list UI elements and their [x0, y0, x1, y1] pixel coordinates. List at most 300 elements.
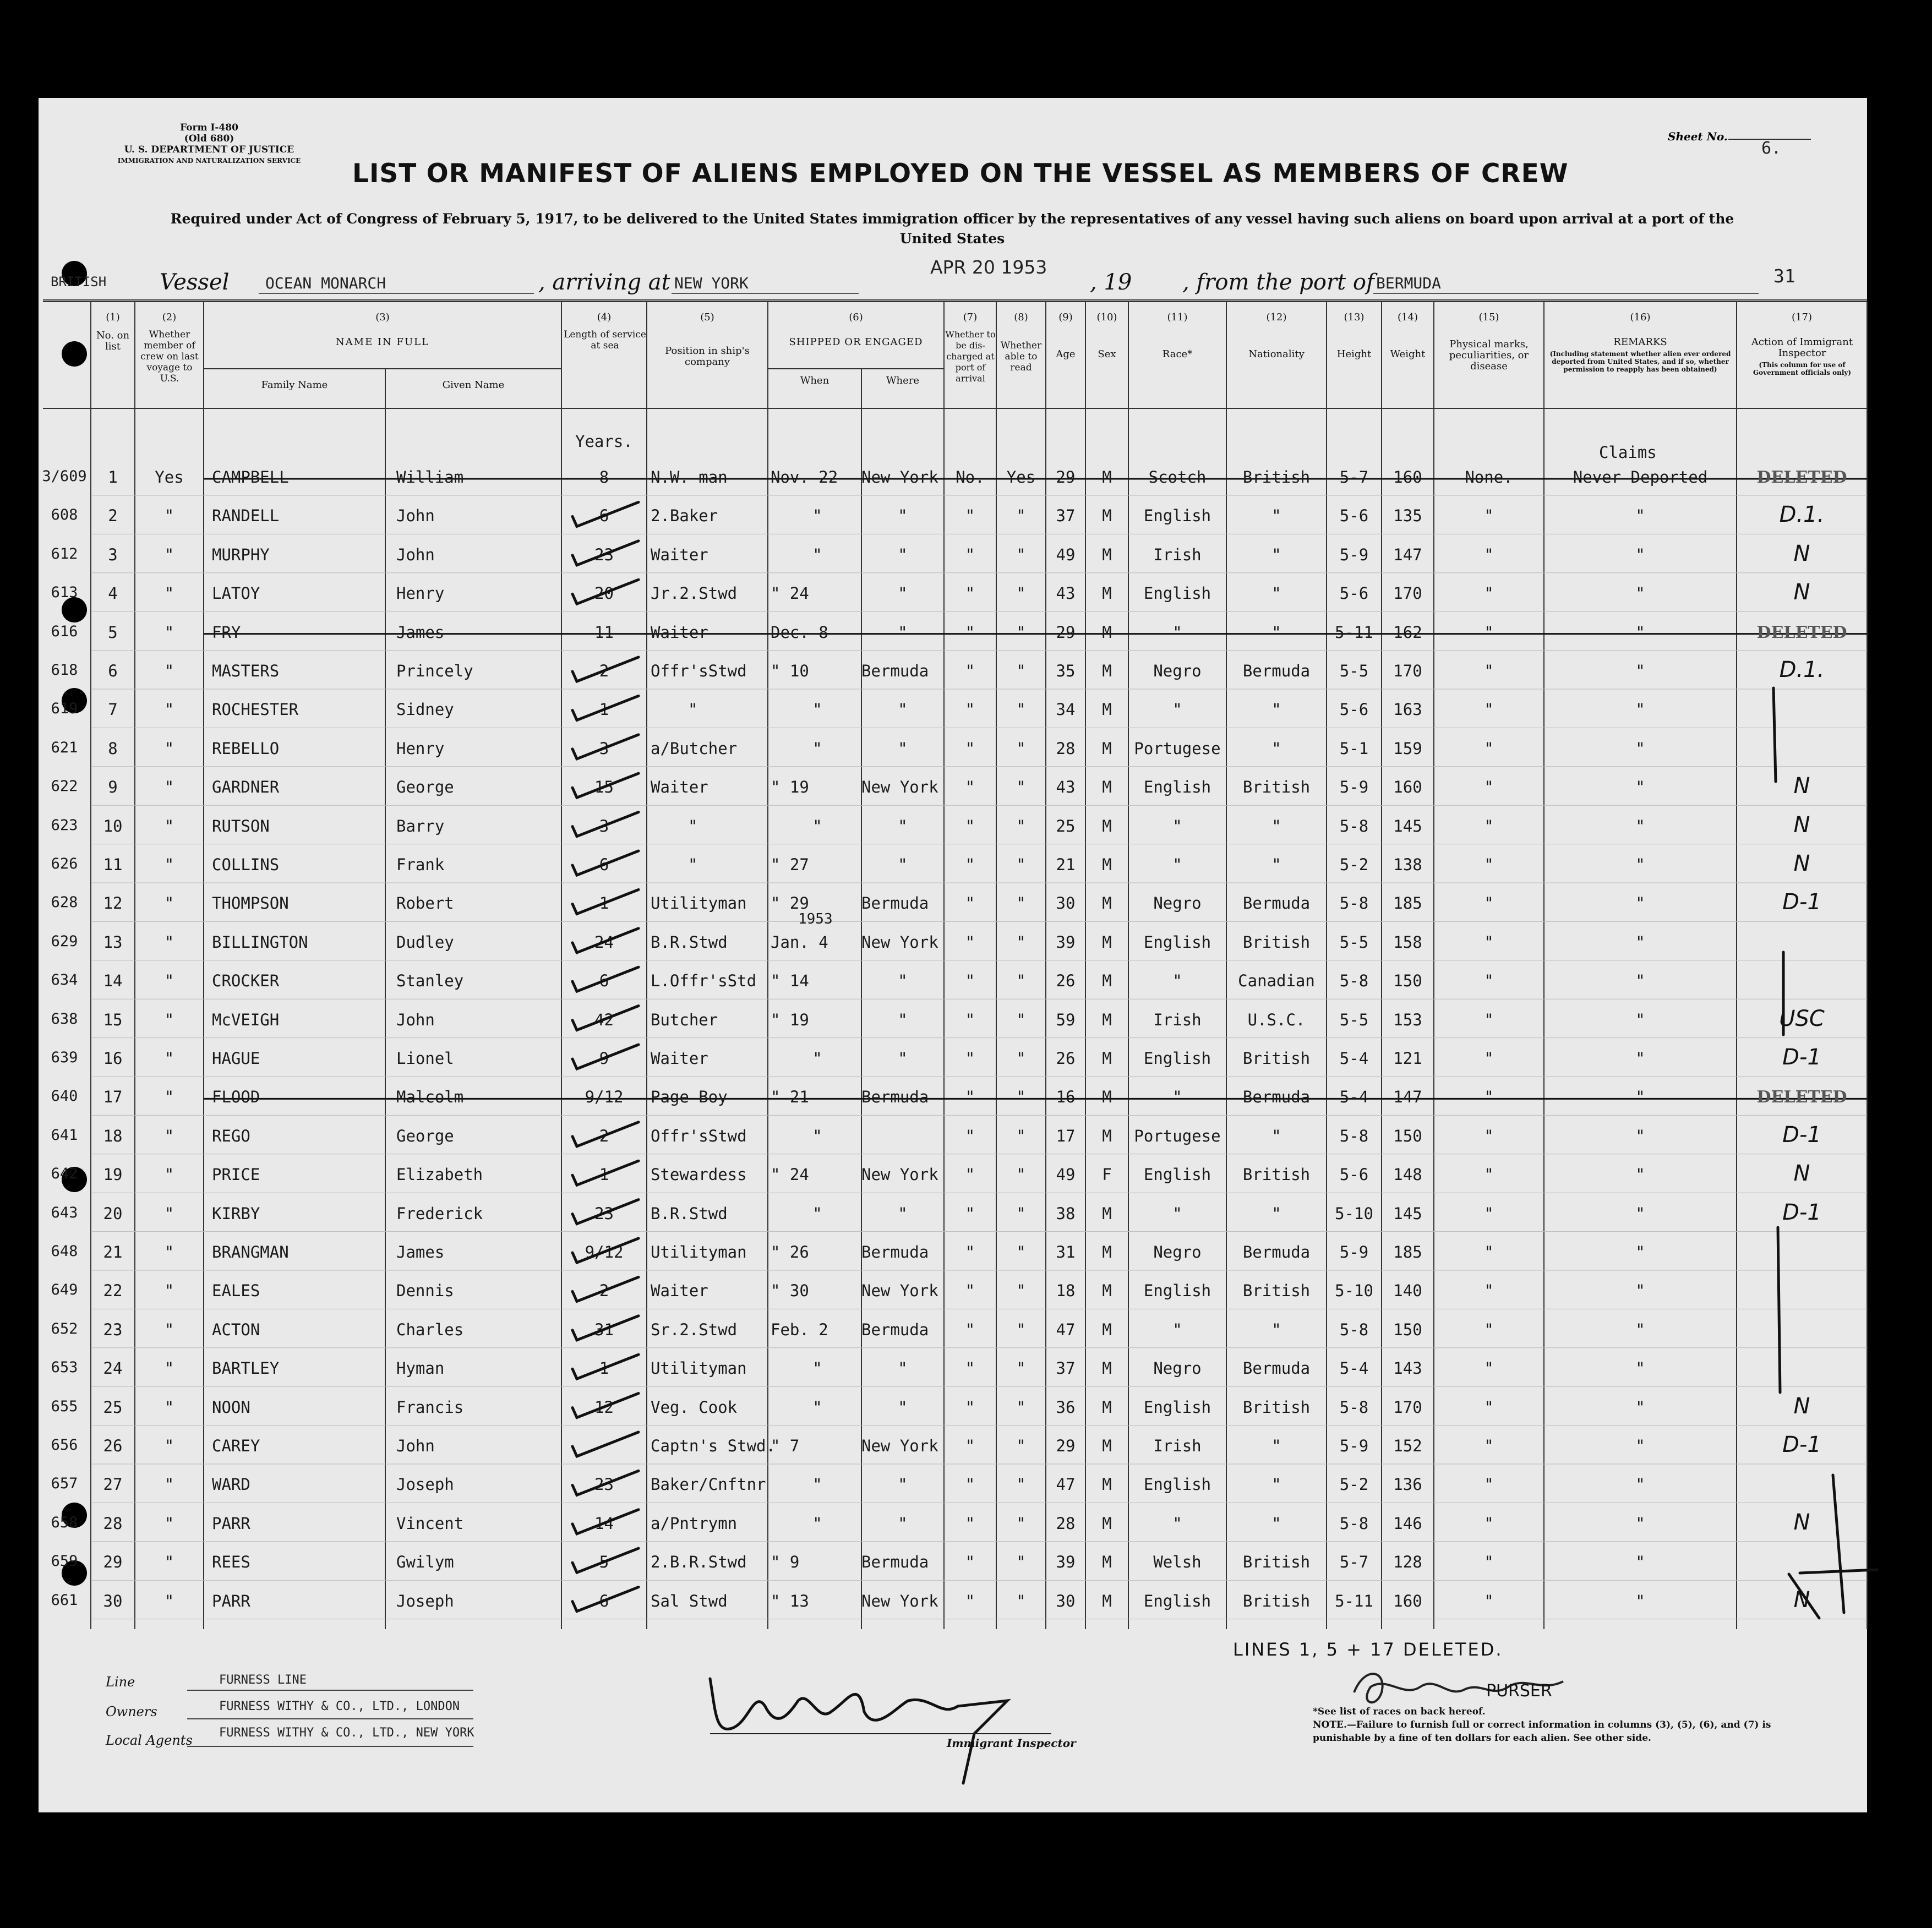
row-given-name: Henry [396, 584, 445, 603]
row-where: " [898, 1397, 908, 1417]
row-age: 43 [1056, 778, 1076, 797]
row-able-read: " [1016, 662, 1026, 680]
row-discharged: " [965, 1475, 975, 1494]
row-height: 5-10 [1335, 1281, 1373, 1301]
row-height: 5-10 [1335, 1204, 1373, 1223]
row-prev-voyage: " [164, 1475, 174, 1494]
row-height: 5-9 [1339, 545, 1369, 564]
row-when: " 24 [771, 584, 809, 603]
row-sex: M [1102, 1204, 1112, 1223]
row-nationality: British [1242, 468, 1311, 487]
row-number: 14 [103, 971, 123, 991]
row-number: 24 [103, 1359, 123, 1378]
row-height: 5-8 [1339, 816, 1369, 835]
row-when: " 21 [771, 1088, 809, 1107]
row-height: 5-8 [1339, 1320, 1369, 1339]
check-mark [572, 851, 638, 875]
col-action-note: (This column for use of Government officials only) [1753, 361, 1852, 376]
row-sex: M [1102, 816, 1112, 835]
row-able-read: " [1016, 1397, 1026, 1417]
row-weight: 170 [1393, 1397, 1422, 1417]
row-prev-voyage: " [164, 545, 174, 564]
row-able-read: " [1016, 1165, 1026, 1184]
row-number: 19 [103, 1165, 123, 1184]
row-when: " [812, 739, 822, 758]
row-prev-voyage: " [164, 1397, 174, 1417]
row-family-name: RANDELL [212, 506, 280, 526]
deleted-lines-note: LINES 1, 5 + 17 DELETED. [1233, 1639, 1503, 1660]
row-given-name: George [396, 1126, 454, 1145]
row-able-read: " [1016, 545, 1026, 564]
row-service-length: 1 [599, 1359, 609, 1378]
row-where: " [898, 506, 908, 526]
row-nationality: " [1271, 545, 1281, 564]
row-height: 5-4 [1339, 1359, 1369, 1378]
row-discharged: " [965, 545, 975, 564]
col-position: Position in ship's company [665, 345, 750, 368]
row-when: " 19 [771, 1010, 809, 1029]
row-physical: " [1484, 1553, 1494, 1572]
row-given-name: Frederick [396, 1204, 483, 1223]
inspector-label: Immigrant Inspector [947, 1736, 1076, 1750]
row-list-number: 640 [51, 1088, 78, 1105]
row-list-number: 658 [51, 1514, 78, 1531]
row-list-number: 659 [51, 1553, 78, 1570]
row-action: N [1793, 1393, 1810, 1419]
row-list-number: 638 [51, 1010, 78, 1028]
row-position: " [688, 816, 698, 835]
row-physical: " [1484, 622, 1494, 642]
row-race: " [1172, 1204, 1182, 1223]
row-given-name: Barry [396, 816, 445, 835]
check-mark [572, 502, 638, 526]
row-race: English [1143, 1281, 1211, 1301]
col-shipped: SHIPPED OR ENGAGED [789, 336, 923, 348]
row-service-length: 42 [594, 1010, 614, 1029]
col-remarks-note: (Including statement whether alien ever ordered deported from United States, and if so, whether permission to reapply has been obtained) [1549, 350, 1731, 373]
row-discharged: " [965, 971, 975, 991]
row-family-name: CAMPBELL [212, 468, 289, 487]
row-where: New York [861, 1591, 938, 1610]
row-given-name: Joseph [396, 1475, 454, 1494]
row-able-read: " [1016, 1126, 1026, 1145]
row-remarks: " [1635, 778, 1645, 797]
row-age: 29 [1056, 468, 1076, 487]
row-discharged: " [965, 584, 975, 603]
row-sex: M [1102, 1049, 1112, 1068]
row-physical: " [1484, 545, 1494, 564]
row-list-number: 648 [51, 1243, 78, 1260]
row-race: " [1172, 700, 1182, 719]
row-sex: M [1102, 545, 1112, 564]
row-sex: M [1102, 971, 1112, 991]
row-service-length: 24 [594, 932, 614, 952]
row-able-read: " [1016, 1049, 1026, 1068]
row-weight: 170 [1393, 584, 1422, 603]
row-when: " 29 [771, 894, 809, 913]
row-given-name: Dennis [396, 1281, 454, 1301]
row-number: 29 [103, 1553, 123, 1572]
row-when: " 10 [771, 662, 809, 680]
col-action: Action of Immigrant Inspector [1751, 336, 1853, 359]
row-nationality: " [1271, 855, 1281, 874]
row-height: 5-2 [1339, 855, 1369, 874]
row-age: 26 [1056, 1049, 1076, 1068]
row-prev-voyage: " [164, 1591, 174, 1610]
row-number: 7 [108, 700, 118, 719]
row-service-length: 23 [594, 1475, 614, 1494]
row-family-name: McVEIGH [212, 1010, 280, 1029]
row-remarks: " [1635, 700, 1645, 719]
row-remarks: " [1635, 1049, 1645, 1068]
row-discharged: " [965, 700, 975, 719]
owners-rule [187, 1718, 473, 1719]
row-weight: 158 [1393, 932, 1422, 952]
row-nationality: U.S.C. [1247, 1010, 1306, 1029]
row-list-number: 657 [51, 1475, 78, 1493]
row-remarks: " [1635, 662, 1645, 680]
row-remarks: " [1635, 506, 1645, 526]
row-number: 8 [108, 739, 118, 758]
col-age: Age [1056, 348, 1076, 360]
row-race: " [1172, 971, 1182, 991]
row-given-name: John [396, 1010, 435, 1029]
row-nationality: Bermuda [1242, 1359, 1311, 1378]
row-action: D.1. [1779, 657, 1825, 682]
row-prev-voyage: " [164, 1204, 174, 1223]
row-age: 30 [1056, 894, 1076, 913]
row-remarks: " [1635, 545, 1645, 564]
row-remarks: " [1635, 1126, 1645, 1145]
row-prev-voyage: " [164, 1243, 174, 1261]
row-given-name: Sidney [396, 700, 454, 719]
row-race: Irish [1153, 545, 1202, 564]
column-number: (2) [162, 312, 177, 323]
row-able-read: " [1016, 1010, 1026, 1029]
row-position: Butcher [651, 1010, 718, 1029]
row-position: " [688, 855, 698, 874]
row-when: " 13 [771, 1591, 809, 1610]
row-family-name: COLLINS [212, 855, 280, 874]
row-family-name: REES [212, 1553, 250, 1572]
row-position: Stewardess [651, 1165, 747, 1184]
row-height: 5-9 [1339, 1243, 1369, 1261]
row-given-name: Joseph [396, 1591, 454, 1610]
row-position: 2.Baker [651, 506, 718, 526]
row-family-name: GARDNER [212, 778, 280, 797]
row-discharged: " [965, 1397, 975, 1417]
row-family-name: MASTERS [212, 662, 280, 680]
row-discharged: " [965, 855, 975, 874]
row-remarks: " [1635, 622, 1645, 642]
check-mark [572, 773, 638, 798]
row-given-name: Vincent [396, 1514, 464, 1533]
row-sex: M [1102, 662, 1112, 680]
row-given-name: Charles [396, 1320, 464, 1339]
row-race: English [1143, 932, 1211, 952]
row-list-number: 642 [51, 1165, 78, 1183]
col-when: When [800, 375, 829, 386]
row-number: 12 [103, 894, 123, 913]
row-when: " 19 [771, 778, 809, 797]
row-height: 5-8 [1339, 1126, 1369, 1145]
row-age: 49 [1056, 545, 1076, 564]
row-race: Negro [1153, 1243, 1202, 1261]
row-able-read: " [1016, 584, 1026, 603]
row-weight: 140 [1393, 1281, 1422, 1301]
row-physical: " [1484, 584, 1494, 603]
row-given-name: Princely [396, 662, 473, 680]
row-sex: M [1102, 932, 1112, 952]
row-discharged: " [965, 1437, 975, 1455]
row-weight: 163 [1393, 700, 1422, 719]
row-position: Page Boy [651, 1088, 728, 1107]
row-list-number: 649 [51, 1281, 78, 1299]
row-when: " 9 [771, 1553, 800, 1572]
col-discharged: Whether to be dis-charged at port of arrival [945, 329, 996, 384]
row-where: " [898, 971, 908, 991]
check-mark [572, 1548, 638, 1572]
service-name: IMMIGRATION AND NATURALIZATION SERVICE [117, 157, 301, 165]
row-able-read: " [1016, 739, 1026, 758]
row-height: 5-6 [1339, 1165, 1369, 1184]
row-discharged: " [965, 1281, 975, 1301]
row-age: 36 [1056, 1397, 1076, 1417]
row-sex: M [1102, 1126, 1112, 1145]
tally-line [1778, 1227, 1780, 1392]
row-nationality: Bermuda [1242, 662, 1311, 680]
row-sex: M [1102, 1437, 1112, 1455]
row-when: Nov. 22 [771, 468, 838, 487]
row-position: B.R.Stwd [651, 1204, 728, 1223]
row-height: 5-9 [1339, 1437, 1369, 1455]
row-family-name: WARD [212, 1475, 250, 1494]
row-race: Portugese [1134, 739, 1221, 758]
row-service-length: 2 [599, 1281, 609, 1301]
row-where: " [898, 739, 908, 758]
row-able-read: " [1016, 1320, 1026, 1339]
line-label: Line [106, 1674, 135, 1690]
row-sex: M [1102, 506, 1112, 526]
row-position: Sal Stwd [651, 1591, 728, 1610]
check-mark [572, 1354, 638, 1379]
row-physical: None. [1465, 468, 1513, 487]
row-when: " 27 [771, 855, 809, 874]
row-when: " 30 [771, 1281, 809, 1301]
row-where: " [898, 1475, 908, 1494]
row-family-name: BILLINGTON [212, 932, 308, 952]
row-prev-voyage: " [164, 506, 174, 526]
row-when: " [812, 1204, 822, 1223]
row-given-name: Hyman [396, 1359, 445, 1378]
col-physical: Physical marks, peculiarities, or disease [1449, 338, 1529, 372]
col-sex: Sex [1098, 348, 1116, 360]
row-remarks: " [1635, 1397, 1645, 1417]
row-family-name: ACTON [212, 1320, 260, 1339]
row-physical: " [1484, 932, 1494, 952]
row-list-number: 616 [51, 622, 78, 640]
notes-block [1313, 1705, 1808, 1745]
form-old-number: (Old 680) [184, 133, 234, 144]
row-number: 17 [103, 1088, 123, 1107]
check-mark [572, 1432, 638, 1456]
row-when: " 24 [771, 1165, 809, 1184]
row-list-number: 652 [51, 1320, 78, 1337]
row-race: English [1143, 584, 1211, 603]
row-age: 47 [1056, 1320, 1076, 1339]
row-family-name: ROCHESTER [212, 700, 299, 719]
form-number: Form I-480 [180, 122, 238, 133]
row-number: 18 [103, 1126, 123, 1145]
row-sex: M [1102, 1359, 1112, 1378]
row-nationality: Bermuda [1242, 1088, 1311, 1107]
row-number: 28 [103, 1514, 123, 1533]
row-able-read: " [1016, 1437, 1026, 1455]
row-list-number: 622 [51, 778, 78, 795]
row-remarks: " [1635, 971, 1645, 991]
row-height: 5-6 [1339, 506, 1369, 526]
row-where: Bermuda [861, 1088, 929, 1107]
row-age: 37 [1056, 506, 1076, 526]
row-weight: 160 [1393, 468, 1422, 487]
row-age: 37 [1056, 1359, 1076, 1378]
row-age: 34 [1056, 700, 1076, 719]
check-mark [572, 696, 638, 720]
row-list-number: 613 [51, 584, 78, 602]
row-height: 5-8 [1339, 971, 1369, 991]
row-service-length: 9/12 [585, 1243, 624, 1261]
row-age: 35 [1056, 662, 1076, 680]
row-height: 5-5 [1339, 662, 1369, 680]
row-prev-voyage: " [164, 778, 174, 797]
check-mark [572, 812, 638, 837]
row-where: " [898, 584, 908, 603]
row-weight: 170 [1393, 662, 1422, 680]
row-able-read: " [1016, 1243, 1026, 1261]
row-service-length: 9/12 [585, 1088, 624, 1107]
row-prev-voyage: " [164, 584, 174, 603]
row-height: 5-5 [1339, 932, 1369, 952]
row-number: 3 [108, 545, 118, 564]
row-where: " [898, 1514, 908, 1533]
row-nationality: " [1271, 1514, 1281, 1533]
row-service-length: 12 [594, 1397, 614, 1417]
row-age: 43 [1056, 584, 1076, 603]
row-family-name: PRICE [212, 1165, 260, 1184]
row-physical: " [1484, 1359, 1494, 1378]
check-mark [572, 1238, 638, 1263]
row-position: Waiter [651, 545, 708, 564]
row-action: N [1793, 773, 1810, 799]
column-number: (7) [963, 312, 978, 323]
row-able-read: " [1016, 778, 1026, 797]
row-number: 25 [103, 1397, 123, 1417]
row-action: D-1 [1782, 1122, 1821, 1148]
row-list-number: 656 [51, 1437, 78, 1454]
row-number: 4 [108, 584, 118, 603]
row-where: " [898, 622, 908, 642]
row-when: " 7 [771, 1437, 800, 1455]
fine-note: NOTE.—Failure to furnish full or correct information in columns (3), (5), (6), and (7) is punishable by a fine of ten dollars for each alien. See other side. [1313, 1719, 1771, 1744]
row-sex: M [1102, 855, 1112, 874]
row-age: 21 [1056, 855, 1076, 874]
row-position: Waiter [651, 1049, 708, 1068]
row-age: 49 [1056, 1165, 1076, 1184]
row-age: 29 [1056, 622, 1076, 642]
column-number: (11) [1167, 312, 1188, 323]
row-number: 20 [103, 1204, 123, 1223]
arriving-label: , arriving at [538, 270, 670, 295]
row-list-number: 623 [51, 816, 78, 834]
row-action: DELETED [1756, 468, 1847, 487]
claims-label: Claims [1599, 443, 1657, 462]
column-number: (10) [1096, 312, 1117, 323]
row-position: Jr.2.Stwd [651, 584, 738, 603]
row-family-name: NOON [212, 1397, 250, 1417]
check-mark [572, 1045, 638, 1069]
row-height: 5-1 [1339, 739, 1369, 758]
row-height: 5-8 [1339, 1514, 1369, 1533]
row-height: 5-11 [1335, 1591, 1373, 1610]
col-member-last-voyage: Whether member of crew on last voyage to U.S. [140, 329, 199, 384]
row-height: 5-6 [1339, 584, 1369, 603]
check-mark [572, 1200, 638, 1224]
row-service-length: 6 [599, 506, 609, 526]
row-service-length: 1 [599, 894, 609, 913]
row-position: L.Offr'sStd [651, 971, 757, 991]
row-physical: " [1484, 1243, 1494, 1261]
row-service-length: 2 [599, 662, 609, 680]
page-number: 31 [1773, 265, 1795, 287]
col-name-in-full: NAME IN FULL [335, 336, 430, 348]
row-when: " 14 [771, 971, 809, 991]
row-when: " [812, 816, 822, 835]
row-list-number: 618 [51, 662, 78, 679]
row-where: " [898, 1359, 908, 1378]
col-nationality: Nationality [1248, 348, 1305, 360]
row-weight: 159 [1393, 739, 1422, 758]
row-height: 5-8 [1339, 1397, 1369, 1417]
row-position: Utilityman [651, 894, 747, 913]
row-service-length: 11 [594, 622, 614, 642]
row-nationality: Bermuda [1242, 894, 1311, 913]
row-nationality: " [1271, 700, 1281, 719]
row-age: 18 [1056, 1281, 1076, 1301]
row-nationality: " [1271, 1126, 1281, 1145]
row-race: " [1172, 1088, 1182, 1107]
row-family-name: MURPHY [212, 545, 270, 564]
row-number: 5 [108, 622, 118, 642]
row-weight: 160 [1393, 778, 1422, 797]
row-when: " [812, 1397, 822, 1417]
row-list-number: 619 [51, 700, 78, 718]
from-port: BERMUDA [1376, 274, 1442, 292]
row-sex: M [1102, 622, 1112, 642]
row-nationality: British [1242, 1591, 1311, 1610]
row-remarks: " [1635, 1010, 1645, 1029]
row-able-read: " [1016, 1475, 1026, 1494]
row-where: " [898, 1049, 908, 1068]
row-list-number: 653 [51, 1359, 78, 1377]
row-weight: 150 [1393, 1320, 1422, 1339]
row-service-length: 3 [599, 816, 609, 835]
row-action: D.1. [1779, 502, 1825, 528]
row-action: N [1793, 812, 1810, 838]
row-given-name: Gwilym [396, 1553, 454, 1572]
row-physical: " [1484, 1437, 1494, 1455]
row-age: 17 [1056, 1126, 1076, 1145]
row-given-name: George [396, 778, 454, 797]
